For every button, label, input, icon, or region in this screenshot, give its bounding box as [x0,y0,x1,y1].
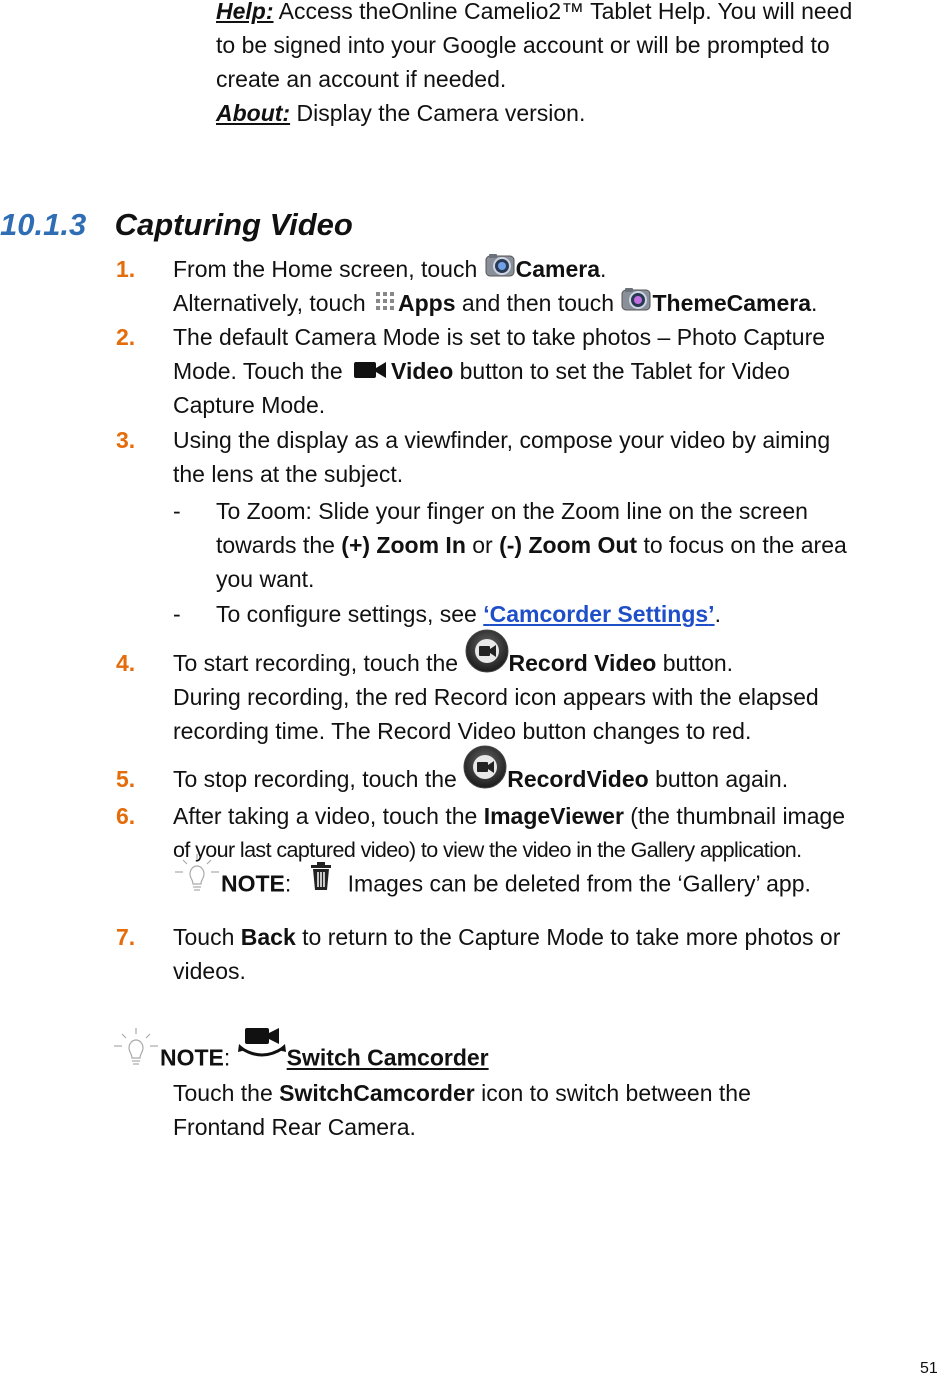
section-heading [0,208,353,244]
step-6-number: 6. [116,803,136,829]
about-line [216,96,585,130]
camera-label: Camera [515,256,601,282]
step-3-line-1: Using the display as a viewfinder, compose your video by aiming [173,427,831,453]
themecamera-label: ThemeCamera [652,290,812,316]
configure-text: To configure settings, see [216,601,484,627]
lightbulb-icon [112,1026,160,1079]
configure-end: . [714,601,721,627]
step-2-text: Mode. Touch the [173,358,350,384]
step-3-dash-2: - [173,601,181,627]
section-number: 10.1.3 [0,207,87,242]
help-line-3: create an account if needed. [216,66,507,92]
step-1-number: 1. [116,256,136,282]
step-1-dot: . [600,256,607,282]
step-6-note [173,866,811,905]
help-label: Help: [216,0,274,24]
step-3-number: 3. [116,427,136,453]
note-text-b: icon to switch between the [474,1080,751,1106]
apps-label: Apps [398,290,456,316]
step-4-number: 4. [116,650,136,676]
about-label: About: [216,100,291,126]
record-video-label-2: RecordVideo [507,766,649,792]
step-3-line-2: the lens at the subject. [173,461,404,487]
apps-grid-icon [372,288,398,322]
step-6-text-b: (the thumbnail image [623,803,846,829]
step-2-line-3: Capture Mode. [173,392,326,418]
note-line-1 [173,1076,751,1110]
step-2-line-1: The default Camera Mode is set to take photos – Photo Capture [173,324,826,350]
note-text: Images can be deleted from the ‘Gallery’ app. [341,870,811,897]
help-text: Access theOnline Camelio2™ Tablet Help. You will need [273,0,853,24]
zoom-text-b: to focus on the area [637,532,847,558]
quote-open: ‘ [483,601,490,627]
step-1-alt: Alternatively, touch [173,290,373,316]
lightbulb-icon [173,852,221,905]
switch-camcorder-note [112,1040,489,1079]
theme-camera-icon [620,286,652,323]
step-6-line-1 [173,799,845,833]
step-6-line-2: of your last captured video) to view the video in the Gallery application. [173,838,802,862]
video-label: Video [391,358,454,384]
step-5-text: To stop recording, touch the [173,766,464,792]
step-4-text-b: button. [656,650,734,676]
zoom-line-3: you want. [216,566,315,592]
step-7-line-2: videos. [173,958,246,984]
camcorder-settings-link[interactable]: Camcorder Settings [489,601,709,627]
video-camera-icon [353,356,387,390]
step-7-number: 7. [116,924,136,950]
step-2-text-b: button to set the Tablet for Video [453,358,790,384]
note-label: NOTE [221,870,285,897]
step-4-line-3: recording time. The Record Video button changes to red. [173,718,752,744]
section-title: Capturing Video [114,207,353,242]
step-2-number: 2. [116,324,136,350]
step-5-line-1 [173,762,788,798]
step-7-text: Touch [173,924,241,950]
step-1-line-2 [173,286,817,323]
note-heading-label: NOTE [160,1044,224,1071]
step-7-text-b: to return to the Capture Mode to take more photos or [295,924,841,950]
step-5-text-b: button again. [648,766,789,792]
configure-line [216,597,721,631]
step-1-text: From the Home screen, touch [173,256,484,282]
switch-camcorder-title: Switch Camcorder [286,1044,489,1071]
record-video-label: Record Video [508,650,657,676]
step-1-line-1 [173,252,606,289]
step-5-number: 5. [116,766,136,792]
step-7-line-1 [173,920,840,954]
record-video-icon [463,745,507,798]
imageviewer-label: ImageViewer [483,803,624,829]
help-line [216,0,852,28]
camera-app-icon [484,252,516,289]
page-number: 51 [920,1360,938,1377]
note-heading-colon: : [223,1044,231,1071]
zoom-out-label: (-) Zoom Out [499,532,638,558]
zoom-line-1: To Zoom: Slide your finger on the Zoom line on the screen [216,498,808,524]
note-line-2: Frontand Rear Camera. [173,1114,416,1140]
step-4-line-1 [173,646,733,682]
step-2-line-2 [173,354,790,390]
step-4-text: To start recording, touch the [173,650,465,676]
record-video-icon [465,629,509,682]
zoom-or: or [465,532,500,558]
note-text-a: Touch the [173,1080,280,1106]
help-line-2: to be signed into your Google account or will be prompted to [216,32,830,58]
note-colon: : [284,870,292,897]
switchcamcorder-label: SwitchCamcorder [279,1080,475,1106]
step-1-dot-2: . [811,290,818,316]
step-6-text: After taking a video, touch the [173,803,484,829]
quote-close: ’ [708,601,715,627]
step-4-line-2: During recording, the red Record icon appears with the elapsed [173,684,819,710]
step-1-then: and then touch [455,290,621,316]
zoom-line-2 [216,528,847,562]
trash-icon [309,861,333,900]
zoom-text-a: towards the [216,532,342,558]
back-label: Back [240,924,296,950]
switch-camcorder-icon [237,1026,287,1071]
about-text: Display the Camera version. [290,100,586,126]
step-3-dash-1: - [173,498,181,524]
zoom-in-label: (+) Zoom In [341,532,466,558]
